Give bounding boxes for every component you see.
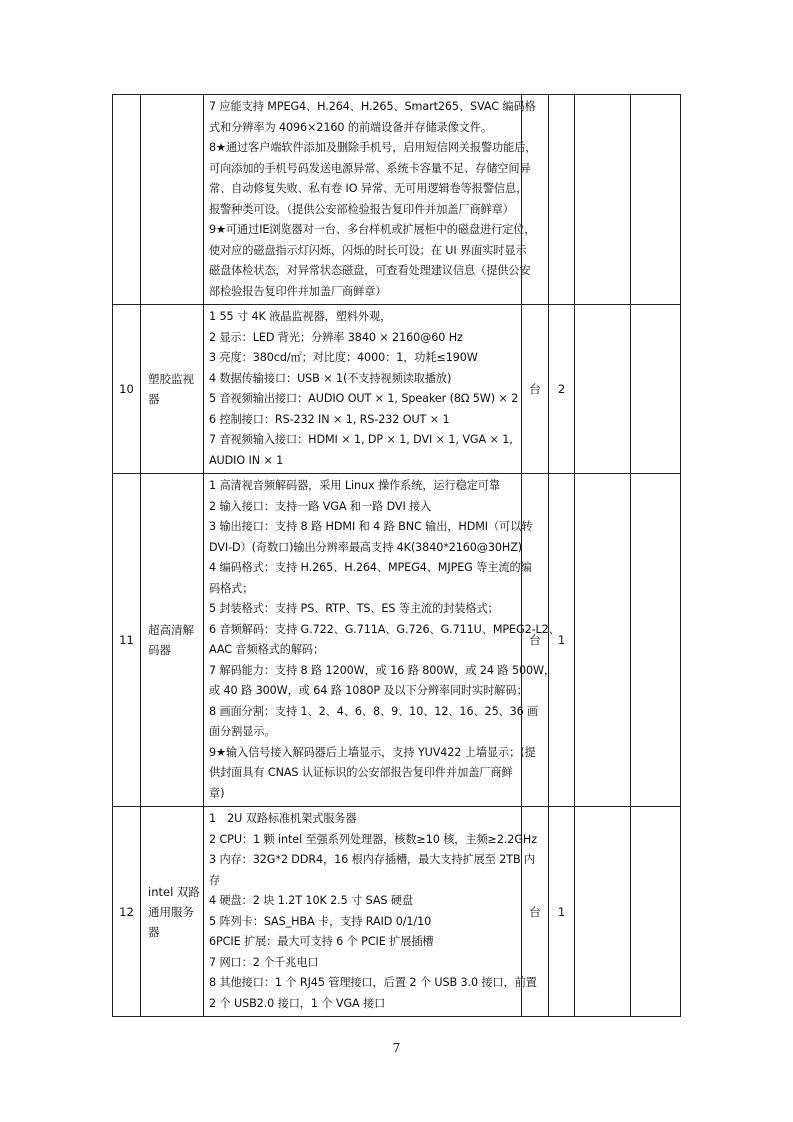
item-number: 11 xyxy=(119,633,134,647)
spec-line: 8 画面分割：支持 1、2、4、6、8、9、10、12、16、25、36 画 xyxy=(209,704,539,718)
item-name-line: 超高清解 xyxy=(148,623,194,637)
spec-line: 5 音视频输出接口：AUDIO OUT × 1, Speaker (8Ω 5W) × 2 xyxy=(209,392,519,405)
spec-description-cell xyxy=(204,95,537,305)
spec-line: 7 应能支持 MPEG4、H.264、H.265、Smart265、SVAC 编码格 xyxy=(209,100,536,113)
empty-cell xyxy=(631,95,681,305)
item-name-cell xyxy=(141,807,204,1017)
spec-line: 供封面具有 CNAS 认证标识的公安部报告复印件并加盖厂商鲜 xyxy=(209,766,513,779)
spec-line: 5 封装格式：支持 PS、RTP、TS、ES 等主流的封装格式； xyxy=(209,602,499,615)
spec-line: 章) xyxy=(209,786,225,800)
spec-line: 4 数据传输接口：USB × 1(不支持视频读取播放) xyxy=(209,371,452,385)
table-row xyxy=(113,95,681,305)
page-number: 7 xyxy=(392,1041,401,1055)
empty-cell xyxy=(631,807,681,1017)
empty-cell xyxy=(575,305,631,474)
empty-cell xyxy=(575,807,631,1017)
spec-line: 7 音视频输入接口：HDMI × 1, DP × 1, DVI × 1, VGA × 1, xyxy=(209,433,513,446)
empty-cell xyxy=(631,305,681,474)
spec-line: AAC 音频格式的解码； xyxy=(209,643,325,656)
unit-cell xyxy=(522,305,549,474)
spec-line: 或 40 路 300W，或 64 路 1080P 及以下分辨率同时实时解码； xyxy=(209,684,528,697)
spec-line: 1 高清视音频解码器，采用 Linux 操作系统，运行稳定可靠 xyxy=(209,479,500,492)
spec-line: 9★可通过IE浏览器对一台、多台样机或扩展柜中的磁盘进行定位， xyxy=(209,223,536,236)
spec-line: 7 网口：2 个千兆电口 xyxy=(209,955,319,969)
spec-line: DVI-D）(奇数口)输出分辨率最高支持 4K(3840*2160@30HZ) xyxy=(209,540,523,554)
spec-table-body xyxy=(113,95,681,1017)
item-number-cell xyxy=(113,95,141,305)
spec-line: 2 个 USB2.0 接口，1 个 VGA 接口 xyxy=(209,996,386,1010)
spec-line: 码格式； xyxy=(209,581,254,595)
unit: 台 xyxy=(529,633,541,647)
quantity: 1 xyxy=(557,633,566,647)
spec-line: 2 显示：LED 背光；分辨率 3840 × 2160@60 Hz xyxy=(209,330,463,344)
quantity-cell xyxy=(549,807,575,1017)
spec-line: 9★输入信号接入解码器后上墙显示，支持 YUV422 上墙显示；(提 xyxy=(209,745,536,759)
table-row xyxy=(113,807,681,1017)
spec-line: 3 亮度：380cd/㎡；对比度：4000：1，功耗≤190W xyxy=(209,351,478,364)
quantity-cell xyxy=(549,305,575,474)
item-number-cell xyxy=(113,807,141,1017)
item-number: 10 xyxy=(119,382,134,396)
spec-line: AUDIO IN × 1 xyxy=(209,453,284,467)
spec-line: 8★通过客户端软件添加及删除手机号，启用短信网关报警功能后， xyxy=(209,141,537,154)
item-name-line: 码器 xyxy=(148,643,171,657)
item-number: 12 xyxy=(119,904,134,919)
spec-line: 6 控制接口：RS-232 IN × 1, RS-232 OUT × 1 xyxy=(209,412,450,426)
table-row xyxy=(113,474,681,807)
empty-cell xyxy=(575,474,631,807)
spec-line: 常、自动修复失败、私有卷 IO 异常、无可用逻辑卷等报警信息， xyxy=(209,182,528,195)
item-name-line: 塑胶监视 xyxy=(148,372,194,386)
empty-cell xyxy=(575,95,631,305)
spec-line: 8 其他接口：1 个 RJ45 管理接口，后置 2 个 USB 3.0 接口，前置 xyxy=(209,976,537,989)
item-name-cell xyxy=(141,474,204,807)
item-name-line: 器 xyxy=(148,392,160,406)
spec-line: 7 解码能力：支持 8 路 1200W，或 16 路 800W，或 24 路 500W， xyxy=(209,663,556,677)
item-number-cell xyxy=(113,474,141,807)
spec-line: 5 阵列卡：SAS_HBA 卡，支持 RAID 0/1/10 xyxy=(209,914,432,928)
item-name-line: intel 双路 xyxy=(148,884,200,899)
item-name-cell xyxy=(141,305,204,474)
spec-line: 3 输出接口：支持 8 路 HDMI 和 4 路 BNC 输出，HDMI（可以转 xyxy=(209,520,533,533)
spec-line: 可向添加的手机号码发送电源异常、系统卡容量不足、存储空间异 xyxy=(209,161,531,175)
spec-line: 2 CPU：1 颗 intel 至强系列处理器，核数≥10 核，主频≥2.2GHz xyxy=(209,832,537,846)
item-name-line: 器 xyxy=(148,924,160,939)
empty-cell xyxy=(631,474,681,807)
spec-line: 6PCIE 扩展：最大可支持 6 个 PCIE 扩展插槽 xyxy=(209,935,434,948)
quantity-cell xyxy=(549,474,575,807)
spec-line: 磁盘体检状态，对异常状态磁盘，可查看处理建议信息（提供公安 xyxy=(209,264,531,277)
quantity: 1 xyxy=(557,904,566,919)
spec-description-cell xyxy=(204,305,522,474)
spec-line: 1 2U 双路标准机架式服务器 xyxy=(209,812,357,825)
table-row xyxy=(113,305,681,474)
item-name-line: 通用服务 xyxy=(148,904,194,919)
spec-line: 部检验报告复印件并加盖厂商鲜章） xyxy=(209,284,387,298)
spec-line: 3 内存：32G*2 DDR4，16 根内存插槽，最大支持扩展至 2TB 内 xyxy=(209,853,536,866)
spec-line: 式和分辨率为 4096×2160 的前端设备并存储录像文件。 xyxy=(209,120,492,134)
quantity: 2 xyxy=(557,382,566,396)
spec-line: 4 编码格式：支持 H.265、H.264、MPEG4、MJPEG 等主流的编 xyxy=(209,561,532,574)
spec-line: 1 55 寸 4K 液晶监视器，塑料外观， xyxy=(209,310,392,323)
spec-description-cell xyxy=(204,474,560,807)
spec-line: 6 音频解码：支持 G.722、G.711A、G.726、G.711U、MPEG2-L2、 xyxy=(209,622,560,636)
spec-line: 4 硬盘：2 块 1.2T 10K 2.5 寸 SAS 硬盘 xyxy=(209,894,414,907)
spec-line: 面分割显示。 xyxy=(209,725,276,738)
unit: 台 xyxy=(529,382,541,396)
spec-line: 使对应的磁盘指示灯闪烁，闪烁的时长可设；在 UI 界面实时显示 xyxy=(209,243,527,257)
quantity-cell xyxy=(549,95,575,305)
spec-table xyxy=(112,94,681,1017)
unit: 台 xyxy=(529,904,541,919)
item-number-cell xyxy=(113,305,141,474)
item-name-cell xyxy=(141,95,204,305)
spec-line: 报警种类可设。（提供公安部检验报告复印件并加盖厂商鲜章） xyxy=(209,202,514,216)
spec-description-cell xyxy=(204,807,537,1017)
spec-line: 2 输入接口：支持一路 VGA 和一路 DVI 接入 xyxy=(209,499,432,513)
spec-line: 存 xyxy=(209,873,221,887)
